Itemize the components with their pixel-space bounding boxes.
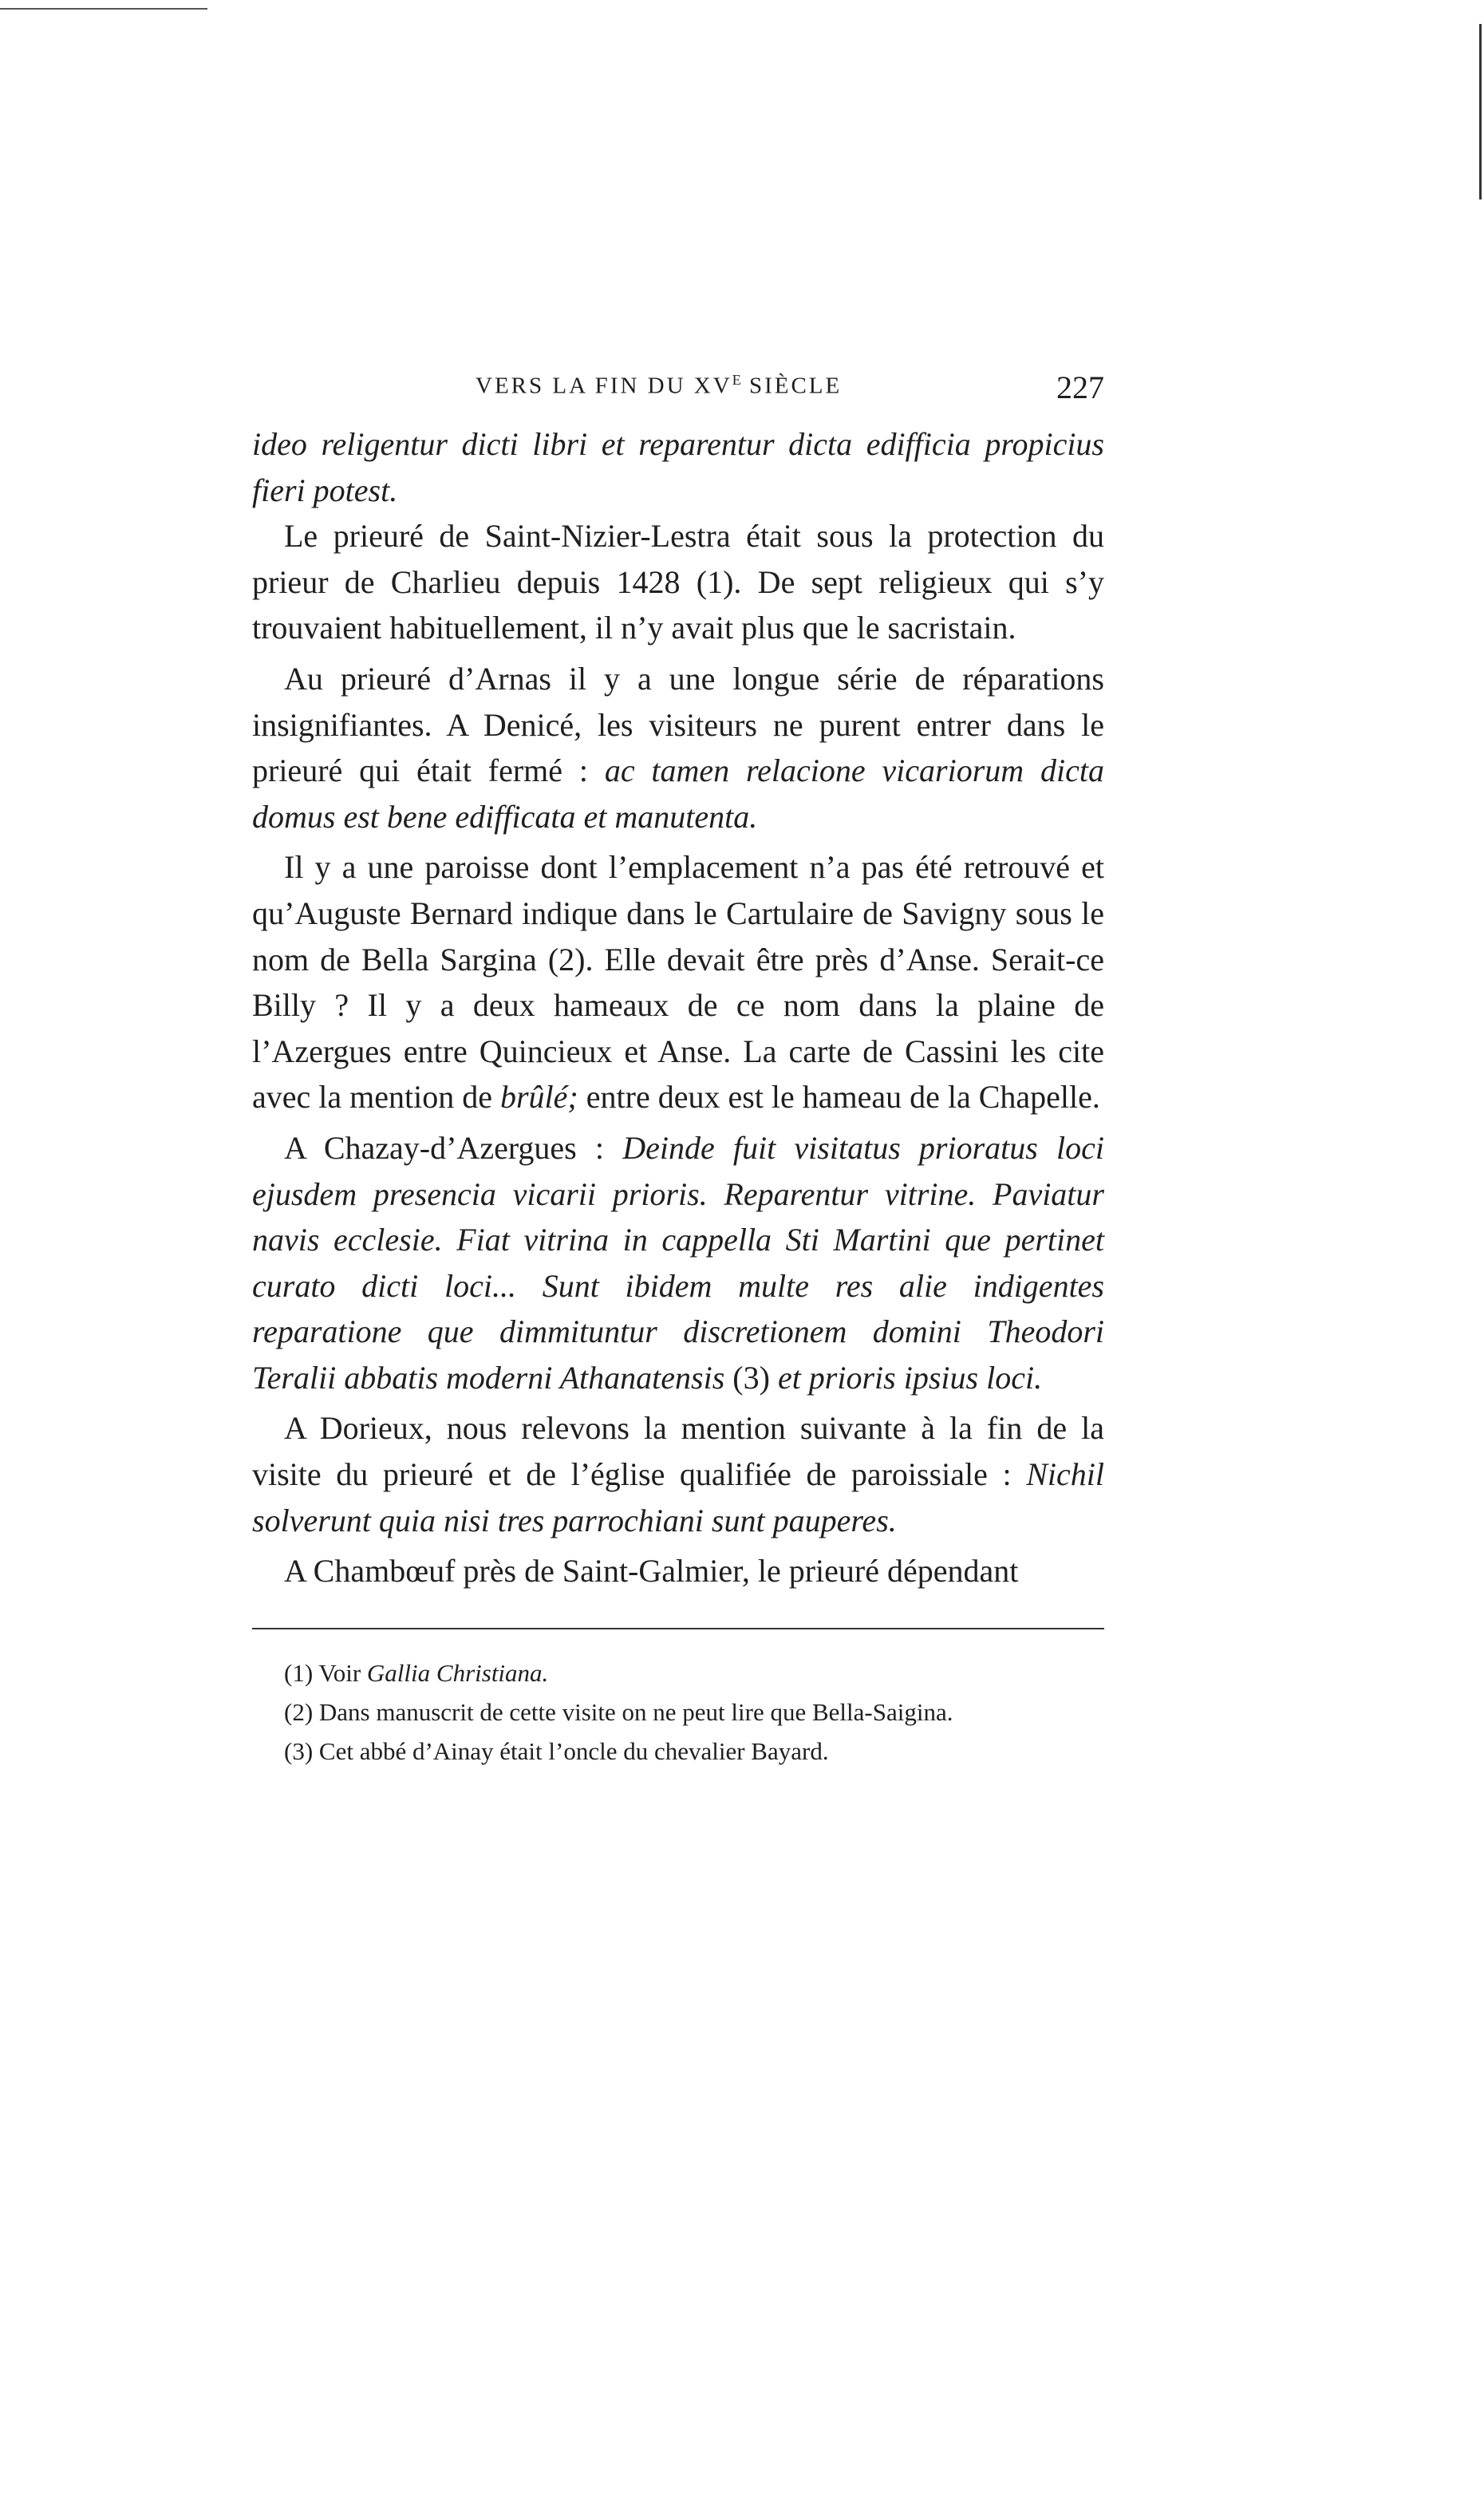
paragraph-chazay: A Chazay-d’Azergues : Deinde fuit visitatus prioratus loci ejusdem presencia vicarii prioris. Reparentur vitrine. Paviatur navis ecclesie. Fiat vitrina in cappella Sti Martini que pertinet curato dicti loci... Sunt ibidem multe res alie indigentes reparatione que dimmituntur discretionem domini Theodori Teralii abbatis moderni Athanatensis (3) et prioris ipsius loci.	[252, 1129, 1105, 1396]
paragraph-dorieux: A Dorieux, nous relevons la mention suivante à la fin de la visite du prieuré et de l’église qualifiée de paroissiale : Nichil solverunt quia nisi tres parrochiani sunt pauperes.	[252, 1410, 1104, 1538]
footnote-rule	[252, 1628, 1104, 1629]
footnote-1: (1) Voir Gallia Christiana.	[284, 1658, 549, 1687]
top-scan-rule	[0, 8, 207, 10]
footnote-3: (3) Cet abbé d’Ainay était l’oncle du chevalier Bayard.	[284, 1736, 829, 1765]
running-head: VERS LA FIN DU $XV^E$ SIÈCLE	[476, 372, 843, 399]
page-header	[252, 369, 1104, 417]
page-number: 227	[1056, 369, 1104, 405]
paragraph-arnas: Au prieuré d’Arnas il y a une longue série de réparations insignifiantes. A Denicé, les visiteurs ne purent entrer dans le prieuré qui était fermé : ac tamen relacione vicariorum dicta domus est bene edifficata et manutenta.	[252, 660, 1104, 835]
body-text	[252, 421, 1104, 1594]
footnotes	[252, 1653, 1104, 1771]
book-page	[252, 369, 1104, 1771]
footnote-2: (2) Dans manuscrit de cette visite on ne peut lire que Bella-Saigina.	[284, 1697, 953, 1726]
paragraph-continuation: ideo religentur dicti libri et reparentur dicta edifficia propicius fieri potest.	[252, 426, 1104, 508]
paragraph-chamboeuf: A Chambœuf près de Saint-Galmier, le prieuré dépendant	[284, 1553, 1019, 1590]
paragraph-bella-sargina: Il y a une paroisse dont l’emplacement n’a pas été retrouvé et qu’Auguste Bernard indique dans le Cartulaire de Savigny sous le nom de Bella Sargina (2). Elle devait être près d’Anse. Serait-ce Billy ? Il y a deux hameaux de ce nom dans la plaine de l’Azergues entre Quincieux et Anse. La carte de Cassini les cite avec la mention de brûlé; entre deux est le hameau de la Chapelle.	[252, 849, 1104, 1116]
paragraph-saint-nizier: Le prieuré de Saint-Nizier-Lestra était sous la protection du prieur de Charlieu depuis 1428 (1). De sept religieux qui s’y trouvaient habituellement, il n’y avait plus que le sacristain.	[252, 518, 1104, 646]
page-edge-mark	[1479, 24, 1482, 199]
